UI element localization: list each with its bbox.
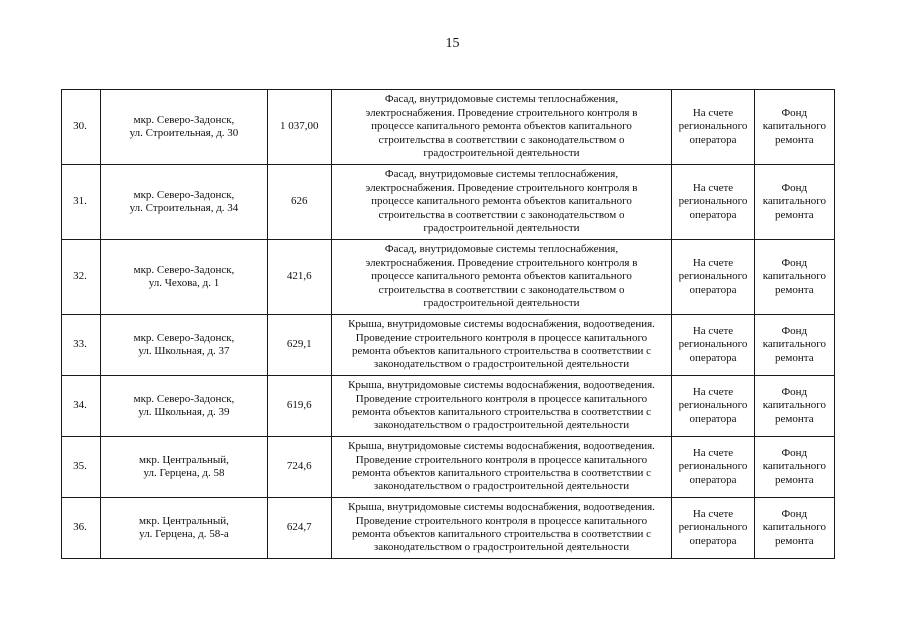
work-description-cell bbox=[331, 240, 672, 315]
funding-line: капитального bbox=[762, 399, 826, 412]
funding-source-cell bbox=[754, 498, 834, 559]
work-description-cell bbox=[331, 315, 672, 376]
account-line: оператора bbox=[689, 208, 737, 221]
funding-line: капитального bbox=[762, 195, 826, 208]
address-cell bbox=[101, 240, 268, 315]
account-line: регионального bbox=[678, 460, 748, 473]
work-line: ремонта объектов капитального строительства в соответствии с bbox=[352, 345, 651, 357]
work-line: Проведение строительного контроля в процессе капитального bbox=[355, 331, 648, 344]
address-cell bbox=[101, 165, 268, 240]
work-line: процессе капитального ремонта объектов капитального bbox=[371, 120, 632, 133]
account-line: регионального bbox=[678, 120, 748, 133]
work-line: процессе капитального ремонта объектов капитального bbox=[371, 195, 632, 208]
page-number: 15 bbox=[445, 36, 460, 51]
funding-line: капитального bbox=[762, 338, 826, 351]
account-line: На счете bbox=[692, 181, 734, 194]
work-line: строительства в соответствии с законодательством о bbox=[378, 208, 625, 221]
address-line: ул. Школьная, д. 37 bbox=[138, 345, 230, 357]
work-line: ремонта объектов капитального строительства в соответствии с bbox=[352, 406, 651, 418]
work-line: законодательством о градостроительной деятельности bbox=[373, 480, 630, 493]
work-line: законодательством о градостроительной деятельности bbox=[373, 419, 630, 432]
table-row bbox=[62, 498, 835, 559]
funding-line: капитального bbox=[762, 521, 826, 534]
address-line: мкр. Северо-Задонск, bbox=[133, 392, 235, 405]
work-description-cell bbox=[331, 437, 672, 498]
area-cell: 1 037,00 bbox=[267, 90, 331, 165]
account-line: оператора bbox=[689, 473, 737, 486]
account-line: оператора bbox=[689, 412, 737, 425]
account-line: регионального bbox=[678, 521, 748, 534]
table-row bbox=[62, 376, 835, 437]
funding-line: ремонта bbox=[775, 473, 814, 486]
table-row bbox=[62, 315, 835, 376]
work-line: электроснабжения. Проведение строительного контроля в bbox=[365, 181, 638, 194]
work-line: строительства в соответствии с законодательством о bbox=[378, 133, 625, 146]
table-row bbox=[62, 90, 835, 165]
area-cell: 626 bbox=[267, 165, 331, 240]
address-line: ул. Школьная, д. 39 bbox=[138, 406, 230, 418]
address-cell bbox=[101, 498, 268, 559]
area-cell: 619,6 bbox=[267, 376, 331, 437]
row-number-cell: 35. bbox=[62, 437, 101, 498]
account-line: На счете bbox=[692, 324, 734, 337]
work-line: градостроительной деятельности bbox=[423, 147, 580, 160]
funding-line: Фонд bbox=[781, 106, 808, 119]
address-line: ул. Герцена, д. 58-а bbox=[139, 528, 229, 540]
area-cell: 724,6 bbox=[267, 437, 331, 498]
address-line: мкр. Северо-Задонск, bbox=[133, 113, 235, 126]
work-line: Проведение строительного контроля в процессе капитального bbox=[355, 392, 648, 405]
funding-line: ремонта bbox=[775, 208, 814, 221]
funding-source-cell bbox=[754, 240, 834, 315]
work-line: градостроительной деятельности bbox=[423, 297, 580, 310]
funding-line: капитального bbox=[762, 120, 826, 133]
address-cell bbox=[101, 315, 268, 376]
funding-source-cell bbox=[754, 437, 834, 498]
account-line: регионального bbox=[678, 270, 748, 283]
row-number-cell: 34. bbox=[62, 376, 101, 437]
row-number-cell: 32. bbox=[62, 240, 101, 315]
work-description-cell bbox=[331, 376, 672, 437]
work-line: строительства в соответствии с законодательством о bbox=[378, 283, 625, 296]
table-row bbox=[62, 240, 835, 315]
funding-line: Фонд bbox=[781, 385, 808, 398]
work-line: Крыша, внутридомовые системы водоснабжения, водоотведения. bbox=[348, 440, 655, 453]
row-number-cell: 36. bbox=[62, 498, 101, 559]
account-line: На счете bbox=[692, 256, 734, 269]
address-cell bbox=[101, 437, 268, 498]
funding-line: ремонта bbox=[775, 133, 814, 146]
work-line: градостроительной деятельности bbox=[423, 222, 580, 235]
work-line: Крыша, внутридомовые системы водоснабжения, водоотведения. bbox=[348, 379, 655, 392]
work-line: электроснабжения. Проведение строительного контроля в bbox=[365, 106, 638, 119]
funding-line: Фонд bbox=[781, 507, 808, 520]
work-line: процессе капитального ремонта объектов капитального bbox=[371, 270, 632, 283]
funding-line: Фонд bbox=[781, 446, 808, 459]
account-cell bbox=[672, 498, 754, 559]
account-cell bbox=[672, 376, 754, 437]
table-body bbox=[62, 90, 835, 559]
account-line: На счете bbox=[692, 446, 734, 459]
work-description-cell bbox=[331, 498, 672, 559]
address-line: ул. Строительная, д. 30 bbox=[129, 127, 239, 139]
account-line: На счете bbox=[692, 507, 734, 520]
work-line: ремонта объектов капитального строительства в соответствии с bbox=[352, 528, 651, 540]
funding-source-cell bbox=[754, 90, 834, 165]
address-line: ул. Строительная, д. 34 bbox=[129, 202, 239, 214]
area-cell: 421,6 bbox=[267, 240, 331, 315]
funding-line: капитального bbox=[762, 460, 826, 473]
account-cell bbox=[672, 437, 754, 498]
account-line: регионального bbox=[678, 399, 748, 412]
funding-line: ремонта bbox=[775, 534, 814, 547]
address-line: ул. Чехова, д. 1 bbox=[148, 277, 220, 289]
funding-source-cell bbox=[754, 315, 834, 376]
account-line: оператора bbox=[689, 351, 737, 364]
work-line: законодательством о градостроительной деятельности bbox=[373, 541, 630, 554]
funding-line: Фонд bbox=[781, 256, 808, 269]
address-cell bbox=[101, 90, 268, 165]
account-line: На счете bbox=[692, 106, 734, 119]
address-line: мкр. Северо-Задонск, bbox=[133, 263, 235, 276]
account-line: регионального bbox=[678, 195, 748, 208]
work-line: электроснабжения. Проведение строительного контроля в bbox=[365, 256, 638, 269]
address-line: ул. Герцена, д. 58 bbox=[143, 467, 225, 479]
account-cell bbox=[672, 90, 754, 165]
funding-source-cell bbox=[754, 376, 834, 437]
address-line: мкр. Центральный, bbox=[139, 453, 229, 466]
account-line: регионального bbox=[678, 338, 748, 351]
account-cell bbox=[672, 165, 754, 240]
row-number-cell: 31. bbox=[62, 165, 101, 240]
account-line: оператора bbox=[689, 283, 737, 296]
address-cell bbox=[101, 376, 268, 437]
account-line: оператора bbox=[689, 133, 737, 146]
funding-line: Фонд bbox=[781, 324, 808, 337]
funding-line: ремонта bbox=[775, 351, 814, 364]
row-number-cell: 30. bbox=[62, 90, 101, 165]
account-line: оператора bbox=[689, 534, 737, 547]
area-cell: 624,7 bbox=[267, 498, 331, 559]
work-line: Фасад, внутридомовые системы теплоснабжения, bbox=[384, 93, 619, 106]
address-line: мкр. Северо-Задонск, bbox=[133, 188, 235, 201]
funding-line: ремонта bbox=[775, 412, 814, 425]
funding-line: ремонта bbox=[775, 283, 814, 296]
funding-line: Фонд bbox=[781, 181, 808, 194]
work-line: Проведение строительного контроля в процессе капитального bbox=[355, 514, 648, 527]
account-cell bbox=[672, 240, 754, 315]
repair-schedule-table bbox=[61, 89, 835, 559]
work-line: ремонта объектов капитального строительства в соответствии с bbox=[352, 467, 651, 479]
account-line: На счете bbox=[692, 385, 734, 398]
work-description-cell bbox=[331, 90, 672, 165]
work-line: Крыша, внутридомовые системы водоснабжения, водоотведения. bbox=[348, 318, 655, 331]
work-description-cell bbox=[331, 165, 672, 240]
work-line: Фасад, внутридомовые системы теплоснабжения, bbox=[384, 168, 619, 181]
funding-line: капитального bbox=[762, 270, 826, 283]
work-line: Фасад, внутридомовые системы теплоснабжения, bbox=[384, 243, 619, 256]
table-row bbox=[62, 165, 835, 240]
address-line: мкр. Северо-Задонск, bbox=[133, 331, 235, 344]
row-number-cell: 33. bbox=[62, 315, 101, 376]
account-cell bbox=[672, 315, 754, 376]
work-line: Крыша, внутридомовые системы водоснабжения, водоотведения. bbox=[348, 501, 655, 514]
funding-source-cell bbox=[754, 165, 834, 240]
work-line: законодательством о градостроительной деятельности bbox=[373, 358, 630, 371]
address-line: мкр. Центральный, bbox=[139, 514, 229, 527]
work-line: Проведение строительного контроля в процессе капитального bbox=[355, 453, 648, 466]
table-row bbox=[62, 437, 835, 498]
area-cell: 629,1 bbox=[267, 315, 331, 376]
